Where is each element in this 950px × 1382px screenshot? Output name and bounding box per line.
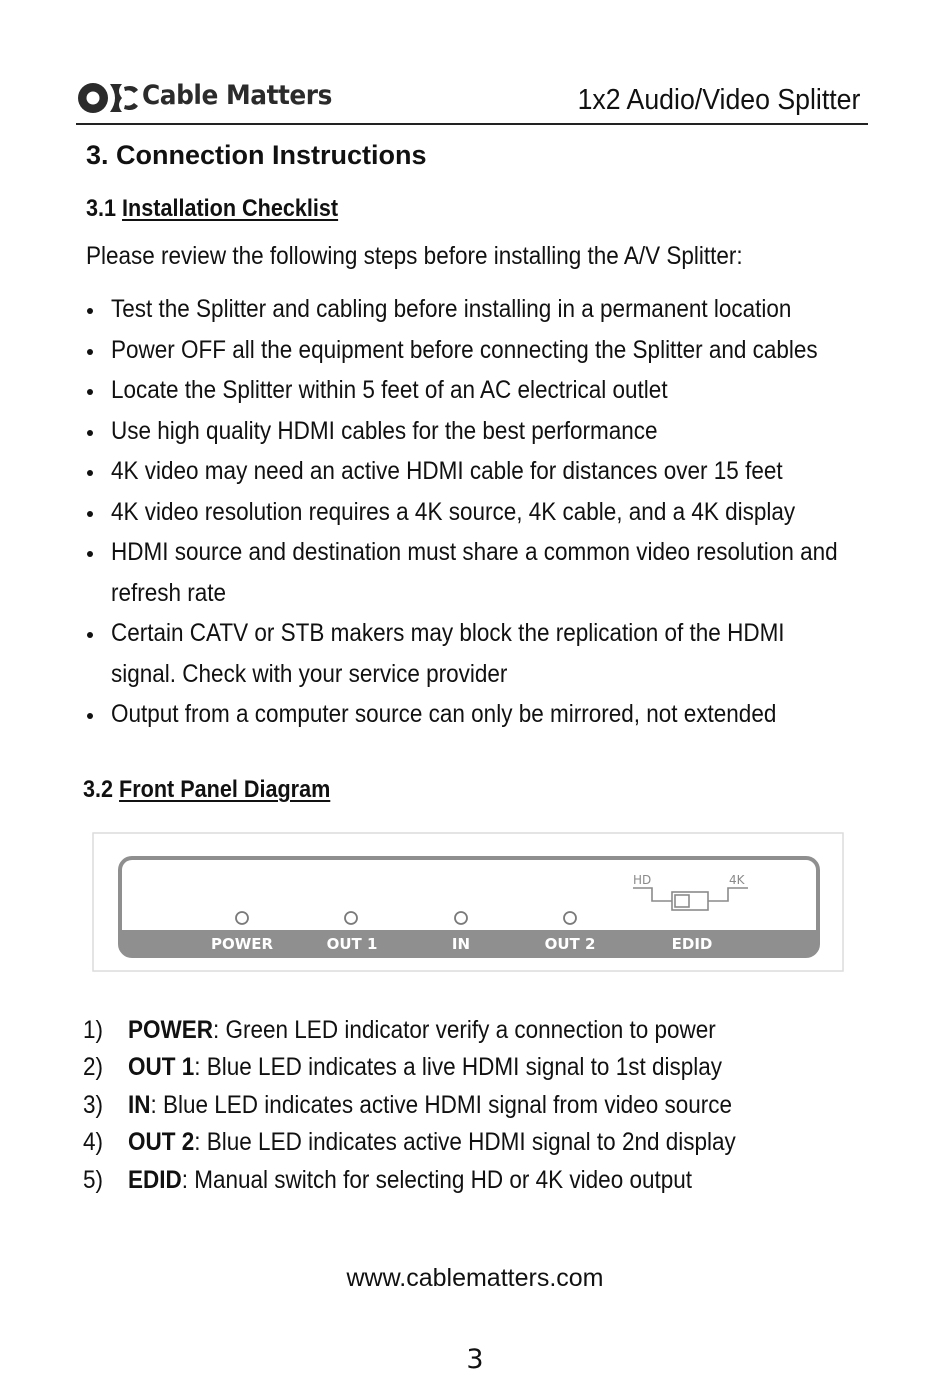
panel-descriptions-list xyxy=(83,1012,808,1199)
item-term: POWER xyxy=(128,1016,214,1044)
list-item: Use high quality HDMI cables for the best performance xyxy=(86,411,950,452)
checklist-intro: Please review the following steps before installing the A/V Splitter: xyxy=(86,242,743,270)
list-item xyxy=(83,1087,808,1124)
item-number: 1) xyxy=(83,1016,104,1044)
item-text: : Green LED indicator verify a connection to power xyxy=(213,1016,716,1044)
item-term: EDID xyxy=(128,1165,182,1194)
bullet-icon xyxy=(87,713,93,719)
subsection-title: Installation Checklist xyxy=(122,195,339,222)
item-term: IN xyxy=(128,1090,151,1119)
subsection-number: 3.1 xyxy=(86,195,117,222)
list-item: 4K video may need an active HDMI cable for distances over 15 feet xyxy=(86,451,950,492)
front-panel-heading xyxy=(83,776,330,804)
item-number: 3) xyxy=(83,1090,104,1119)
subsection-title: Front Panel Diagram xyxy=(119,776,331,803)
list-item xyxy=(83,1162,808,1199)
list-item xyxy=(83,1124,808,1161)
out1-label: OUT 1 xyxy=(326,935,378,953)
bullet-icon xyxy=(87,349,93,355)
in-label: IN xyxy=(451,935,471,953)
out2-label: OUT 2 xyxy=(544,935,596,953)
section-heading: 3. Connection Instructions xyxy=(86,140,427,170)
list-item: 4K video resolution requires a 4K source, 4K cable, and a 4K display xyxy=(86,492,950,533)
bullet-icon xyxy=(87,551,93,557)
switch-hd-label: HD xyxy=(633,873,652,887)
bullet-icon xyxy=(87,430,93,436)
bullet-icon xyxy=(87,632,93,638)
item-text: : Blue LED indicates active HDMI signal to 2nd display xyxy=(194,1128,736,1157)
bullet-icon xyxy=(87,308,93,314)
header-divider xyxy=(76,123,868,125)
list-item: HDMI source and destination must share a common video resolution and xyxy=(86,532,950,573)
item-text: : Manual switch for selecting HD or 4K video output xyxy=(181,1165,693,1194)
list-item-continuation: signal. Check with your service provider xyxy=(111,659,508,688)
footer-url: www.cablematters.com xyxy=(346,1264,604,1292)
bullet-icon xyxy=(87,511,93,517)
item-term: OUT 2 xyxy=(128,1128,195,1157)
bullet-icon xyxy=(87,389,93,395)
item-number: 2) xyxy=(83,1053,104,1082)
edid-label: EDID xyxy=(671,935,713,953)
list-item xyxy=(83,1012,808,1049)
switch-4k-label: 4K xyxy=(729,873,745,887)
page-number: 3 xyxy=(466,1344,484,1375)
item-text: : Blue LED indicates a live HDMI signal to 1st display xyxy=(194,1053,723,1082)
item-term: OUT 1 xyxy=(128,1053,195,1082)
subsection-number: 3.2 xyxy=(83,776,114,803)
list-item: Locate the Splitter within 5 feet of an AC electrical outlet xyxy=(86,370,950,411)
list-item: Certain CATV or STB makers may block the replication of the HDMI xyxy=(86,613,950,654)
brand-name: Cable Matters xyxy=(142,80,332,111)
out2-led-icon xyxy=(564,912,576,924)
power-label: POWER xyxy=(210,935,274,953)
bullet-icon xyxy=(87,470,93,476)
item-text: : Blue LED indicates active HDMI signal from video source xyxy=(150,1090,732,1119)
in-led-icon xyxy=(455,912,467,924)
document-title: 1x2 Audio/Video Splitter xyxy=(577,84,860,116)
item-number: 4) xyxy=(83,1128,104,1157)
list-item: Output from a computer source can only be mirrored, not extended xyxy=(86,694,950,735)
list-item: Power OFF all the equipment before connecting the Splitter and cables xyxy=(86,330,950,371)
list-item-continuation: refresh rate xyxy=(111,578,227,607)
front-panel-diagram xyxy=(92,832,844,972)
power-led-icon xyxy=(236,912,248,924)
out1-led-icon xyxy=(345,912,357,924)
list-item: Test the Splitter and cabling before installing in a permanent location xyxy=(86,289,950,330)
list-item xyxy=(83,1049,808,1086)
item-number: 5) xyxy=(83,1165,104,1194)
checklist-list xyxy=(86,289,950,735)
installation-checklist-heading xyxy=(86,195,338,223)
